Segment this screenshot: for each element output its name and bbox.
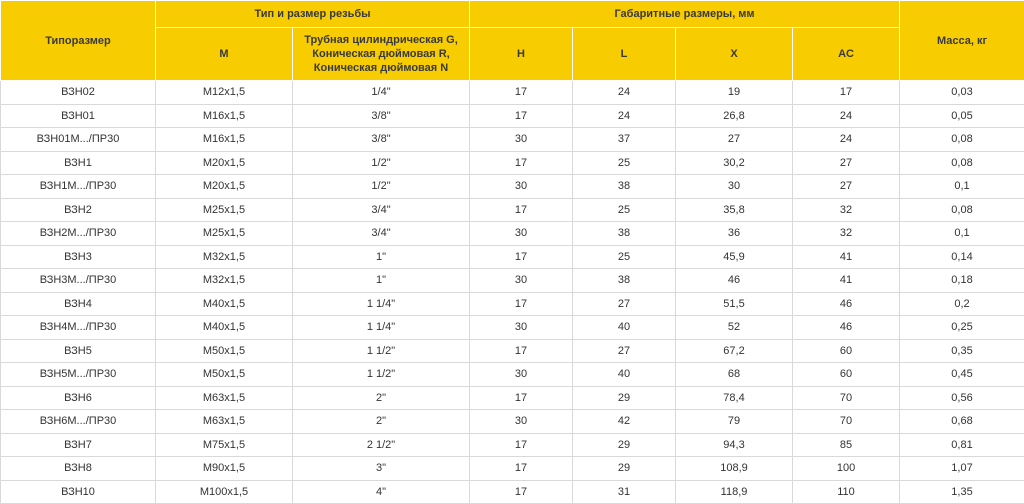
- cell-m: M12x1,5: [156, 81, 293, 105]
- cell-l: 29: [573, 386, 676, 410]
- cell-pipe-thread: 1 1/4": [293, 292, 470, 316]
- cell-pipe-thread: 4": [293, 480, 470, 504]
- cell-mass: 0,1: [900, 222, 1024, 246]
- table-row: [1, 222, 1024, 246]
- cell-l: 38: [573, 175, 676, 199]
- cell-m: M25x1,5: [156, 222, 293, 246]
- cell-mass: 0,25: [900, 316, 1024, 340]
- cell-l: 27: [573, 292, 676, 316]
- cell-h: 17: [470, 457, 573, 481]
- cell-m: M20x1,5: [156, 175, 293, 199]
- cell-type: ВЗН1М.../ПР30: [1, 175, 156, 199]
- cell-x: 19: [676, 81, 793, 105]
- table-row: [1, 316, 1024, 340]
- cell-m: M63x1,5: [156, 410, 293, 434]
- cell-m: M40x1,5: [156, 316, 293, 340]
- cell-l: 29: [573, 457, 676, 481]
- table-row: [1, 198, 1024, 222]
- cell-mass: 1,07: [900, 457, 1024, 481]
- cell-ac: 60: [793, 363, 900, 387]
- cell-x: 67,2: [676, 339, 793, 363]
- cell-mass: 0,08: [900, 128, 1024, 152]
- cell-m: M75x1,5: [156, 433, 293, 457]
- cell-pipe-thread: 3": [293, 457, 470, 481]
- cell-type: ВЗН7: [1, 433, 156, 457]
- cell-h: 30: [470, 222, 573, 246]
- cell-ac: 60: [793, 339, 900, 363]
- cell-m: M16x1,5: [156, 128, 293, 152]
- cell-mass: 0,68: [900, 410, 1024, 434]
- cell-l: 24: [573, 81, 676, 105]
- cell-m: M25x1,5: [156, 198, 293, 222]
- cell-pipe-thread: 3/4": [293, 198, 470, 222]
- cell-type: ВЗН4М.../ПР30: [1, 316, 156, 340]
- table-body: [1, 81, 1024, 504]
- cell-m: M63x1,5: [156, 386, 293, 410]
- cell-l: 25: [573, 151, 676, 175]
- cell-x: 45,9: [676, 245, 793, 269]
- cell-x: 26,8: [676, 104, 793, 128]
- cell-x: 118,9: [676, 480, 793, 504]
- cell-type: ВЗН8: [1, 457, 156, 481]
- cell-m: M50x1,5: [156, 339, 293, 363]
- cell-m: M90x1,5: [156, 457, 293, 481]
- header-dims-group: Габаритные размеры, мм: [470, 1, 900, 28]
- cell-pipe-thread: 3/4": [293, 222, 470, 246]
- table-row: [1, 104, 1024, 128]
- cell-type: ВЗН01М.../ПР30: [1, 128, 156, 152]
- cell-pipe-thread: 1 1/4": [293, 316, 470, 340]
- cell-l: 42: [573, 410, 676, 434]
- cell-pipe-thread: 1 1/2": [293, 363, 470, 387]
- cell-x: 36: [676, 222, 793, 246]
- cell-h: 30: [470, 128, 573, 152]
- cell-ac: 41: [793, 245, 900, 269]
- table-row: [1, 339, 1024, 363]
- table-row: [1, 480, 1024, 504]
- cell-ac: 46: [793, 292, 900, 316]
- cell-x: 78,4: [676, 386, 793, 410]
- cell-x: 35,8: [676, 198, 793, 222]
- cell-type: ВЗН10: [1, 480, 156, 504]
- header-m: M: [156, 28, 293, 81]
- cell-ac: 110: [793, 480, 900, 504]
- cell-type: ВЗН4: [1, 292, 156, 316]
- header-pipe-thread: Трубная цилиндрическая G, Коническая дюймовая R, Коническая дюймовая N: [293, 28, 470, 81]
- cell-mass: 0,14: [900, 245, 1024, 269]
- cell-ac: 70: [793, 410, 900, 434]
- cell-ac: 46: [793, 316, 900, 340]
- cell-h: 17: [470, 245, 573, 269]
- header-l: L: [573, 28, 676, 81]
- cell-m: M32x1,5: [156, 245, 293, 269]
- cell-pipe-thread: 1/2": [293, 151, 470, 175]
- cell-type: ВЗН1: [1, 151, 156, 175]
- cell-ac: 70: [793, 386, 900, 410]
- header-mass: Масса, кг: [900, 1, 1024, 81]
- cell-mass: 1,35: [900, 480, 1024, 504]
- cell-h: 30: [470, 316, 573, 340]
- cell-ac: 85: [793, 433, 900, 457]
- cell-h: 17: [470, 151, 573, 175]
- cell-ac: 24: [793, 128, 900, 152]
- table-row: [1, 269, 1024, 293]
- cell-h: 30: [470, 363, 573, 387]
- table-row: [1, 245, 1024, 269]
- cell-mass: 0,81: [900, 433, 1024, 457]
- cell-ac: 27: [793, 175, 900, 199]
- cell-x: 108,9: [676, 457, 793, 481]
- cell-type: ВЗН2М.../ПР30: [1, 222, 156, 246]
- cell-ac: 100: [793, 457, 900, 481]
- cell-mass: 0,1: [900, 175, 1024, 199]
- table-row: [1, 128, 1024, 152]
- cell-pipe-thread: 1/4": [293, 81, 470, 105]
- cell-x: 30,2: [676, 151, 793, 175]
- table-row: [1, 363, 1024, 387]
- header-ac: AC: [793, 28, 900, 81]
- cell-x: 68: [676, 363, 793, 387]
- header-h: H: [470, 28, 573, 81]
- cell-x: 46: [676, 269, 793, 293]
- cell-ac: 32: [793, 222, 900, 246]
- cell-type: ВЗН6М.../ПР30: [1, 410, 156, 434]
- cell-l: 40: [573, 363, 676, 387]
- cell-ac: 41: [793, 269, 900, 293]
- cell-l: 29: [573, 433, 676, 457]
- table-row: [1, 175, 1024, 199]
- cell-h: 30: [470, 175, 573, 199]
- cell-x: 27: [676, 128, 793, 152]
- cell-m: M32x1,5: [156, 269, 293, 293]
- cell-mass: 0,35: [900, 339, 1024, 363]
- cell-h: 17: [470, 339, 573, 363]
- cell-type: ВЗН01: [1, 104, 156, 128]
- cell-mass: 0,56: [900, 386, 1024, 410]
- cell-x: 94,3: [676, 433, 793, 457]
- cell-mass: 0,05: [900, 104, 1024, 128]
- table-row: [1, 433, 1024, 457]
- cell-l: 24: [573, 104, 676, 128]
- cell-type: ВЗН2: [1, 198, 156, 222]
- cell-h: 17: [470, 386, 573, 410]
- cell-pipe-thread: 1": [293, 245, 470, 269]
- table-row: [1, 410, 1024, 434]
- cell-l: 38: [573, 222, 676, 246]
- cell-l: 40: [573, 316, 676, 340]
- cell-type: ВЗН3М.../ПР30: [1, 269, 156, 293]
- cell-l: 25: [573, 198, 676, 222]
- table-row: [1, 386, 1024, 410]
- cell-l: 38: [573, 269, 676, 293]
- cell-x: 30: [676, 175, 793, 199]
- header-type: Типоразмер: [1, 1, 156, 81]
- cell-h: 17: [470, 292, 573, 316]
- cell-m: M20x1,5: [156, 151, 293, 175]
- cell-l: 37: [573, 128, 676, 152]
- cell-l: 31: [573, 480, 676, 504]
- cell-m: M50x1,5: [156, 363, 293, 387]
- cell-pipe-thread: 2": [293, 410, 470, 434]
- cell-mass: 0,03: [900, 81, 1024, 105]
- cell-pipe-thread: 3/8": [293, 104, 470, 128]
- table-row: [1, 457, 1024, 481]
- cell-m: M40x1,5: [156, 292, 293, 316]
- cell-type: ВЗН6: [1, 386, 156, 410]
- cell-mass: 0,08: [900, 198, 1024, 222]
- cell-mass: 0,45: [900, 363, 1024, 387]
- cell-h: 30: [470, 410, 573, 434]
- cell-type: ВЗН3: [1, 245, 156, 269]
- cell-pipe-thread: 3/8": [293, 128, 470, 152]
- cell-ac: 27: [793, 151, 900, 175]
- header-thread-group: Тип и размер резьбы: [156, 1, 470, 28]
- cell-x: 51,5: [676, 292, 793, 316]
- cell-h: 30: [470, 269, 573, 293]
- table-row: [1, 81, 1024, 105]
- table-row: [1, 292, 1024, 316]
- cell-ac: 32: [793, 198, 900, 222]
- cell-mass: 0,08: [900, 151, 1024, 175]
- cell-m: M16x1,5: [156, 104, 293, 128]
- cell-ac: 24: [793, 104, 900, 128]
- cell-l: 27: [573, 339, 676, 363]
- cell-m: M100x1,5: [156, 480, 293, 504]
- cell-x: 52: [676, 316, 793, 340]
- cell-type: ВЗН02: [1, 81, 156, 105]
- cell-type: ВЗН5М.../ПР30: [1, 363, 156, 387]
- cell-h: 17: [470, 81, 573, 105]
- table-header: [1, 1, 1024, 81]
- cell-l: 25: [573, 245, 676, 269]
- cell-pipe-thread: 1/2": [293, 175, 470, 199]
- header-x: X: [676, 28, 793, 81]
- cell-pipe-thread: 2": [293, 386, 470, 410]
- cell-pipe-thread: 1": [293, 269, 470, 293]
- cell-h: 17: [470, 198, 573, 222]
- table-row: [1, 151, 1024, 175]
- cell-pipe-thread: 2 1/2": [293, 433, 470, 457]
- cell-h: 17: [470, 104, 573, 128]
- cell-pipe-thread: 1 1/2": [293, 339, 470, 363]
- cell-mass: 0,18: [900, 269, 1024, 293]
- cell-h: 17: [470, 480, 573, 504]
- cell-h: 17: [470, 433, 573, 457]
- cell-x: 79: [676, 410, 793, 434]
- cell-ac: 17: [793, 81, 900, 105]
- cell-mass: 0,2: [900, 292, 1024, 316]
- cell-type: ВЗН5: [1, 339, 156, 363]
